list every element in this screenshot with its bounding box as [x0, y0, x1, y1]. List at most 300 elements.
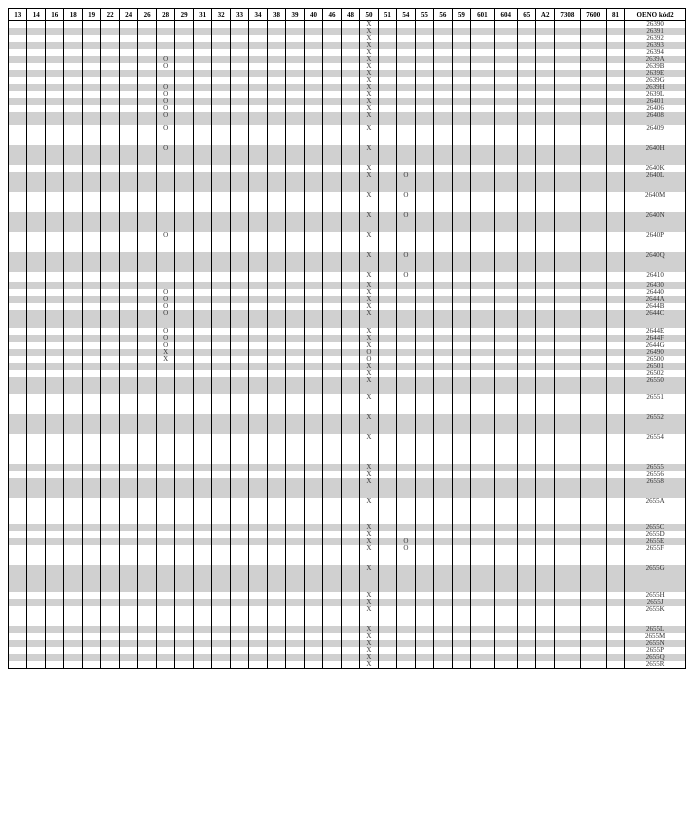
empty-cell: [304, 98, 322, 105]
empty-cell: [9, 289, 27, 296]
empty-cell: [323, 363, 341, 370]
empty-cell: [304, 661, 322, 669]
empty-cell: [471, 633, 494, 640]
empty-cell: [45, 310, 63, 328]
empty-cell: [606, 599, 624, 606]
empty-cell: [554, 545, 580, 565]
mark-cell-50: X: [360, 606, 378, 626]
empty-cell: [580, 232, 606, 252]
empty-cell: [494, 524, 517, 531]
empty-cell: [230, 232, 248, 252]
empty-cell: [193, 303, 211, 310]
empty-cell: [323, 84, 341, 91]
empty-cell: [64, 165, 82, 172]
mark-cell-54: [397, 606, 415, 626]
empty-cell: [554, 98, 580, 105]
empty-cell: [452, 125, 470, 145]
empty-cell: [175, 172, 193, 192]
empty-cell: [554, 538, 580, 545]
empty-cell: [9, 592, 27, 599]
empty-cell: [415, 272, 433, 282]
empty-cell: [341, 192, 359, 212]
empty-cell: [9, 91, 27, 98]
empty-cell: [471, 524, 494, 531]
empty-cell: [138, 91, 156, 98]
empty-cell: [494, 363, 517, 370]
mark-cell-50: X: [360, 212, 378, 232]
empty-cell: [517, 592, 535, 599]
empty-cell: [323, 335, 341, 342]
empty-cell: [249, 63, 267, 70]
mark-cell-50: X: [360, 192, 378, 212]
empty-cell: [101, 296, 119, 303]
empty-cell: [175, 471, 193, 478]
empty-cell: [249, 434, 267, 464]
empty-cell: [554, 42, 580, 49]
mark-cell-54: [397, 21, 415, 29]
oeno-code-cell: 26410: [625, 272, 686, 282]
empty-cell: [341, 112, 359, 125]
empty-cell: [580, 633, 606, 640]
empty-cell: [554, 626, 580, 633]
oeno-code-cell: 2640K: [625, 165, 686, 172]
empty-cell: [9, 377, 27, 394]
empty-cell: [286, 565, 304, 592]
empty-cell: [378, 356, 396, 363]
empty-cell: [138, 98, 156, 105]
empty-cell: [517, 377, 535, 394]
empty-cell: [9, 172, 27, 192]
oeno-code-cell: 2655D: [625, 531, 686, 538]
empty-cell: [517, 640, 535, 647]
empty-cell: [554, 145, 580, 165]
empty-cell: [27, 633, 45, 640]
empty-cell: [517, 478, 535, 498]
empty-cell: [27, 84, 45, 91]
empty-cell: [554, 212, 580, 232]
empty-cell: [415, 349, 433, 356]
column-header: OENO kód2: [625, 9, 686, 21]
empty-cell: [580, 626, 606, 633]
mark-cell-54: [397, 35, 415, 42]
empty-cell: [267, 565, 285, 592]
empty-cell: [267, 296, 285, 303]
oeno-code-cell: 2640Q: [625, 252, 686, 272]
empty-cell: [249, 363, 267, 370]
empty-cell: [119, 232, 137, 252]
empty-cell: [230, 377, 248, 394]
empty-cell: [64, 626, 82, 633]
empty-cell: [286, 21, 304, 29]
empty-cell: [267, 545, 285, 565]
empty-cell: [175, 335, 193, 342]
empty-cell: [249, 335, 267, 342]
table-row: [9, 592, 686, 599]
empty-cell: [494, 105, 517, 112]
empty-cell: [341, 640, 359, 647]
column-header: 31: [193, 9, 211, 21]
empty-cell: [554, 232, 580, 252]
empty-cell: [138, 28, 156, 35]
empty-cell: [267, 647, 285, 654]
table-row: [9, 363, 686, 370]
empty-cell: [378, 599, 396, 606]
empty-cell: [452, 56, 470, 63]
empty-cell: [471, 70, 494, 77]
empty-cell: [341, 592, 359, 599]
empty-cell: [415, 335, 433, 342]
empty-cell: [323, 21, 341, 29]
empty-cell: [341, 633, 359, 640]
empty-cell: [554, 647, 580, 654]
empty-cell: [494, 91, 517, 98]
oeno-code-cell: 26558: [625, 478, 686, 498]
empty-cell: [471, 232, 494, 252]
empty-cell: [536, 498, 554, 524]
mark-cell-50: X: [360, 647, 378, 654]
empty-cell: [138, 335, 156, 342]
empty-cell: [286, 647, 304, 654]
empty-cell: [82, 77, 100, 84]
empty-cell: [119, 252, 137, 272]
empty-cell: [64, 565, 82, 592]
table-body: [9, 21, 686, 669]
empty-cell: [378, 35, 396, 42]
empty-cell: [101, 414, 119, 434]
empty-cell: [554, 531, 580, 538]
oeno-code-cell: 2640L: [625, 172, 686, 192]
empty-cell: [536, 77, 554, 84]
mark-cell-50: X: [360, 252, 378, 272]
empty-cell: [64, 377, 82, 394]
empty-cell: [27, 545, 45, 565]
empty-cell: [175, 349, 193, 356]
empty-cell: [494, 606, 517, 626]
empty-cell: [119, 42, 137, 49]
empty-cell: [536, 42, 554, 49]
oeno-code-cell: 2655L: [625, 626, 686, 633]
mark-cell-50: X: [360, 661, 378, 669]
empty-cell: [249, 91, 267, 98]
empty-cell: [434, 172, 452, 192]
empty-cell: [304, 21, 322, 29]
empty-cell: [517, 414, 535, 434]
empty-cell: [249, 538, 267, 545]
empty-cell: [249, 98, 267, 105]
empty-cell: [286, 282, 304, 289]
empty-cell: [138, 606, 156, 626]
empty-cell: [45, 565, 63, 592]
empty-cell: [175, 28, 193, 35]
empty-cell: [606, 464, 624, 471]
empty-cell: [212, 478, 230, 498]
empty-cell: [606, 661, 624, 669]
mark-cell-28: [156, 599, 174, 606]
empty-cell: [175, 498, 193, 524]
empty-cell: [471, 606, 494, 626]
empty-cell: [193, 21, 211, 29]
empty-cell: [45, 272, 63, 282]
mark-cell-54: [397, 56, 415, 63]
oeno-code-cell: 2655R: [625, 661, 686, 669]
empty-cell: [517, 98, 535, 105]
empty-cell: [323, 394, 341, 414]
empty-cell: [517, 538, 535, 545]
empty-cell: [580, 35, 606, 42]
empty-cell: [45, 42, 63, 49]
oeno-code-cell: 2644A: [625, 296, 686, 303]
empty-cell: [415, 640, 433, 647]
empty-cell: [471, 565, 494, 592]
empty-cell: [45, 370, 63, 377]
empty-cell: [341, 252, 359, 272]
empty-cell: [230, 289, 248, 296]
empty-cell: [304, 70, 322, 77]
empty-cell: [230, 91, 248, 98]
empty-cell: [341, 70, 359, 77]
empty-cell: [82, 498, 100, 524]
empty-cell: [286, 310, 304, 328]
empty-cell: [175, 394, 193, 414]
mark-cell-54: [397, 524, 415, 531]
empty-cell: [45, 626, 63, 633]
table-row: [9, 335, 686, 342]
empty-cell: [286, 626, 304, 633]
empty-cell: [554, 105, 580, 112]
empty-cell: [45, 498, 63, 524]
empty-cell: [452, 49, 470, 56]
empty-cell: [517, 349, 535, 356]
empty-cell: [267, 165, 285, 172]
empty-cell: [471, 640, 494, 647]
mark-cell-54: [397, 303, 415, 310]
empty-cell: [27, 56, 45, 63]
empty-cell: [230, 647, 248, 654]
empty-cell: [554, 172, 580, 192]
empty-cell: [304, 394, 322, 414]
empty-cell: [230, 545, 248, 565]
empty-cell: [267, 370, 285, 377]
empty-cell: [286, 394, 304, 414]
empty-cell: [517, 654, 535, 661]
empty-cell: [341, 545, 359, 565]
empty-cell: [286, 342, 304, 349]
empty-cell: [82, 289, 100, 296]
empty-cell: [554, 377, 580, 394]
empty-cell: [554, 310, 580, 328]
empty-cell: [415, 105, 433, 112]
empty-cell: [9, 296, 27, 303]
empty-cell: [212, 606, 230, 626]
empty-cell: [212, 63, 230, 70]
empty-cell: [193, 498, 211, 524]
empty-cell: [517, 165, 535, 172]
empty-cell: [554, 335, 580, 342]
empty-cell: [323, 328, 341, 335]
empty-cell: [452, 606, 470, 626]
empty-cell: [304, 599, 322, 606]
empty-cell: [580, 56, 606, 63]
empty-cell: [452, 471, 470, 478]
empty-cell: [230, 28, 248, 35]
empty-cell: [434, 77, 452, 84]
mark-cell-54: [397, 464, 415, 471]
empty-cell: [341, 335, 359, 342]
empty-cell: [286, 370, 304, 377]
empty-cell: [286, 414, 304, 434]
empty-cell: [249, 21, 267, 29]
empty-cell: [471, 434, 494, 464]
empty-cell: [101, 394, 119, 414]
empty-cell: [45, 98, 63, 105]
empty-cell: [517, 545, 535, 565]
empty-cell: [9, 531, 27, 538]
empty-cell: [378, 272, 396, 282]
column-header: 24: [119, 9, 137, 21]
empty-cell: [212, 377, 230, 394]
empty-cell: [82, 112, 100, 125]
empty-cell: [286, 377, 304, 394]
empty-cell: [415, 252, 433, 272]
mark-cell-54: [397, 42, 415, 49]
empty-cell: [175, 192, 193, 212]
empty-cell: [471, 377, 494, 394]
empty-cell: [517, 145, 535, 165]
empty-cell: [193, 289, 211, 296]
empty-cell: [471, 77, 494, 84]
empty-cell: [249, 599, 267, 606]
empty-cell: [119, 272, 137, 282]
empty-cell: [27, 232, 45, 252]
empty-cell: [494, 471, 517, 478]
empty-cell: [580, 599, 606, 606]
empty-cell: [494, 42, 517, 49]
empty-cell: [138, 172, 156, 192]
empty-cell: [606, 524, 624, 531]
empty-cell: [341, 434, 359, 464]
empty-cell: [304, 342, 322, 349]
empty-cell: [471, 370, 494, 377]
mark-cell-54: [397, 91, 415, 98]
table-row: [9, 289, 686, 296]
mark-cell-28: [156, 165, 174, 172]
empty-cell: [175, 538, 193, 545]
mark-cell-28: X: [156, 356, 174, 363]
mark-cell-54: [397, 471, 415, 478]
empty-cell: [82, 531, 100, 538]
empty-cell: [415, 356, 433, 363]
table-row: [9, 42, 686, 49]
empty-cell: [434, 414, 452, 434]
empty-cell: [193, 272, 211, 282]
mark-cell-50: X: [360, 63, 378, 70]
oeno-code-cell: 26409: [625, 125, 686, 145]
empty-cell: [138, 356, 156, 363]
empty-cell: [138, 478, 156, 498]
empty-cell: [230, 538, 248, 545]
empty-cell: [606, 414, 624, 434]
empty-cell: [554, 640, 580, 647]
empty-cell: [606, 626, 624, 633]
empty-cell: [304, 328, 322, 335]
empty-cell: [119, 363, 137, 370]
empty-cell: [101, 640, 119, 647]
table-row: [9, 394, 686, 414]
empty-cell: [138, 342, 156, 349]
empty-cell: [193, 356, 211, 363]
empty-cell: [554, 49, 580, 56]
empty-cell: [554, 370, 580, 377]
empty-cell: [452, 272, 470, 282]
empty-cell: [434, 272, 452, 282]
empty-cell: [323, 303, 341, 310]
empty-cell: [249, 640, 267, 647]
empty-cell: [193, 592, 211, 599]
empty-cell: [230, 524, 248, 531]
empty-cell: [471, 531, 494, 538]
empty-cell: [606, 28, 624, 35]
empty-cell: [27, 42, 45, 49]
column-header: 33: [230, 9, 248, 21]
empty-cell: [193, 42, 211, 49]
empty-cell: [471, 478, 494, 498]
empty-cell: [138, 640, 156, 647]
empty-cell: [101, 349, 119, 356]
empty-cell: [452, 289, 470, 296]
empty-cell: [64, 296, 82, 303]
empty-cell: [536, 112, 554, 125]
empty-cell: [249, 145, 267, 165]
empty-cell: [606, 545, 624, 565]
empty-cell: [415, 212, 433, 232]
empty-cell: [45, 165, 63, 172]
empty-cell: [193, 296, 211, 303]
empty-cell: [249, 356, 267, 363]
empty-cell: [471, 212, 494, 232]
empty-cell: [119, 370, 137, 377]
table-row: [9, 296, 686, 303]
oeno-code-cell: 2639H: [625, 84, 686, 91]
empty-cell: [286, 165, 304, 172]
empty-cell: [323, 545, 341, 565]
empty-cell: [304, 252, 322, 272]
empty-cell: [606, 592, 624, 599]
empty-cell: [304, 565, 322, 592]
empty-cell: [175, 478, 193, 498]
empty-cell: [471, 21, 494, 29]
empty-cell: [138, 252, 156, 272]
table-row: [9, 21, 686, 29]
mark-cell-54: O: [397, 192, 415, 212]
empty-cell: [517, 464, 535, 471]
empty-cell: [415, 545, 433, 565]
empty-cell: [9, 252, 27, 272]
empty-cell: [471, 654, 494, 661]
oeno-code-cell: 2655F: [625, 545, 686, 565]
empty-cell: [212, 172, 230, 192]
empty-cell: [101, 282, 119, 289]
empty-cell: [378, 471, 396, 478]
empty-cell: [378, 394, 396, 414]
empty-cell: [536, 56, 554, 63]
empty-cell: [249, 661, 267, 669]
empty-cell: [175, 145, 193, 165]
empty-cell: [606, 165, 624, 172]
empty-cell: [249, 328, 267, 335]
empty-cell: [267, 232, 285, 252]
column-header: 48: [341, 9, 359, 21]
oeno-code-cell: 26556: [625, 471, 686, 478]
